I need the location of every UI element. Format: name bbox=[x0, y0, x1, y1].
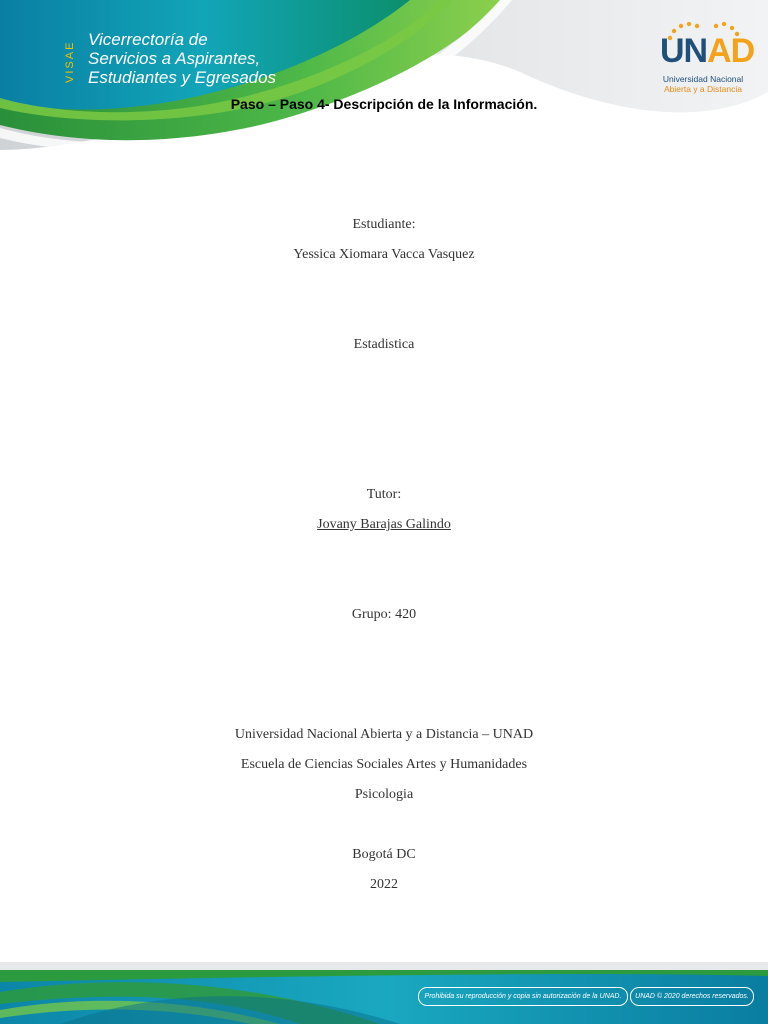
logo-subtitle: Universidad Nacional Abierta y a Distancia bbox=[662, 74, 744, 94]
banner-title bbox=[88, 30, 276, 87]
tutor-name: Jovany Barajas Galindo bbox=[317, 517, 451, 532]
student-label: Estudiante: bbox=[352, 217, 416, 232]
visae-label: VISAE bbox=[64, 40, 76, 84]
banner-line: Vicerrectoría de bbox=[88, 30, 208, 49]
group-number: Grupo: 420 bbox=[351, 607, 417, 622]
year: 2022 bbox=[370, 877, 398, 892]
tutor-label: Tutor: bbox=[366, 487, 402, 502]
banner-line: Servicios a Aspirantes, bbox=[88, 49, 261, 68]
course-name: Estadistica bbox=[353, 337, 415, 352]
school-name: Escuela de Ciencias Sociales Artes y Humanidades bbox=[240, 757, 528, 772]
banner-line: Estudiantes y Egresados bbox=[88, 68, 277, 87]
document-title: Paso – Paso 4- Descripción de la Información. bbox=[230, 96, 538, 112]
city: Bogotá DC bbox=[352, 847, 416, 862]
logo-wordmark: UNAD bbox=[660, 32, 755, 70]
footer-copyright: UNAD © 2020 derechos reservados. bbox=[630, 987, 754, 1006]
footer-notice: Prohibida su reproducción y copia sin autorización de la UNAD. bbox=[418, 987, 628, 1006]
university-name: Universidad Nacional Abierta y a Distancia – UNAD bbox=[234, 727, 534, 742]
unad-logo bbox=[660, 22, 755, 98]
program-name: Psicologia bbox=[354, 787, 414, 802]
student-name: Yessica Xiomara Vacca Vasquez bbox=[293, 247, 475, 262]
